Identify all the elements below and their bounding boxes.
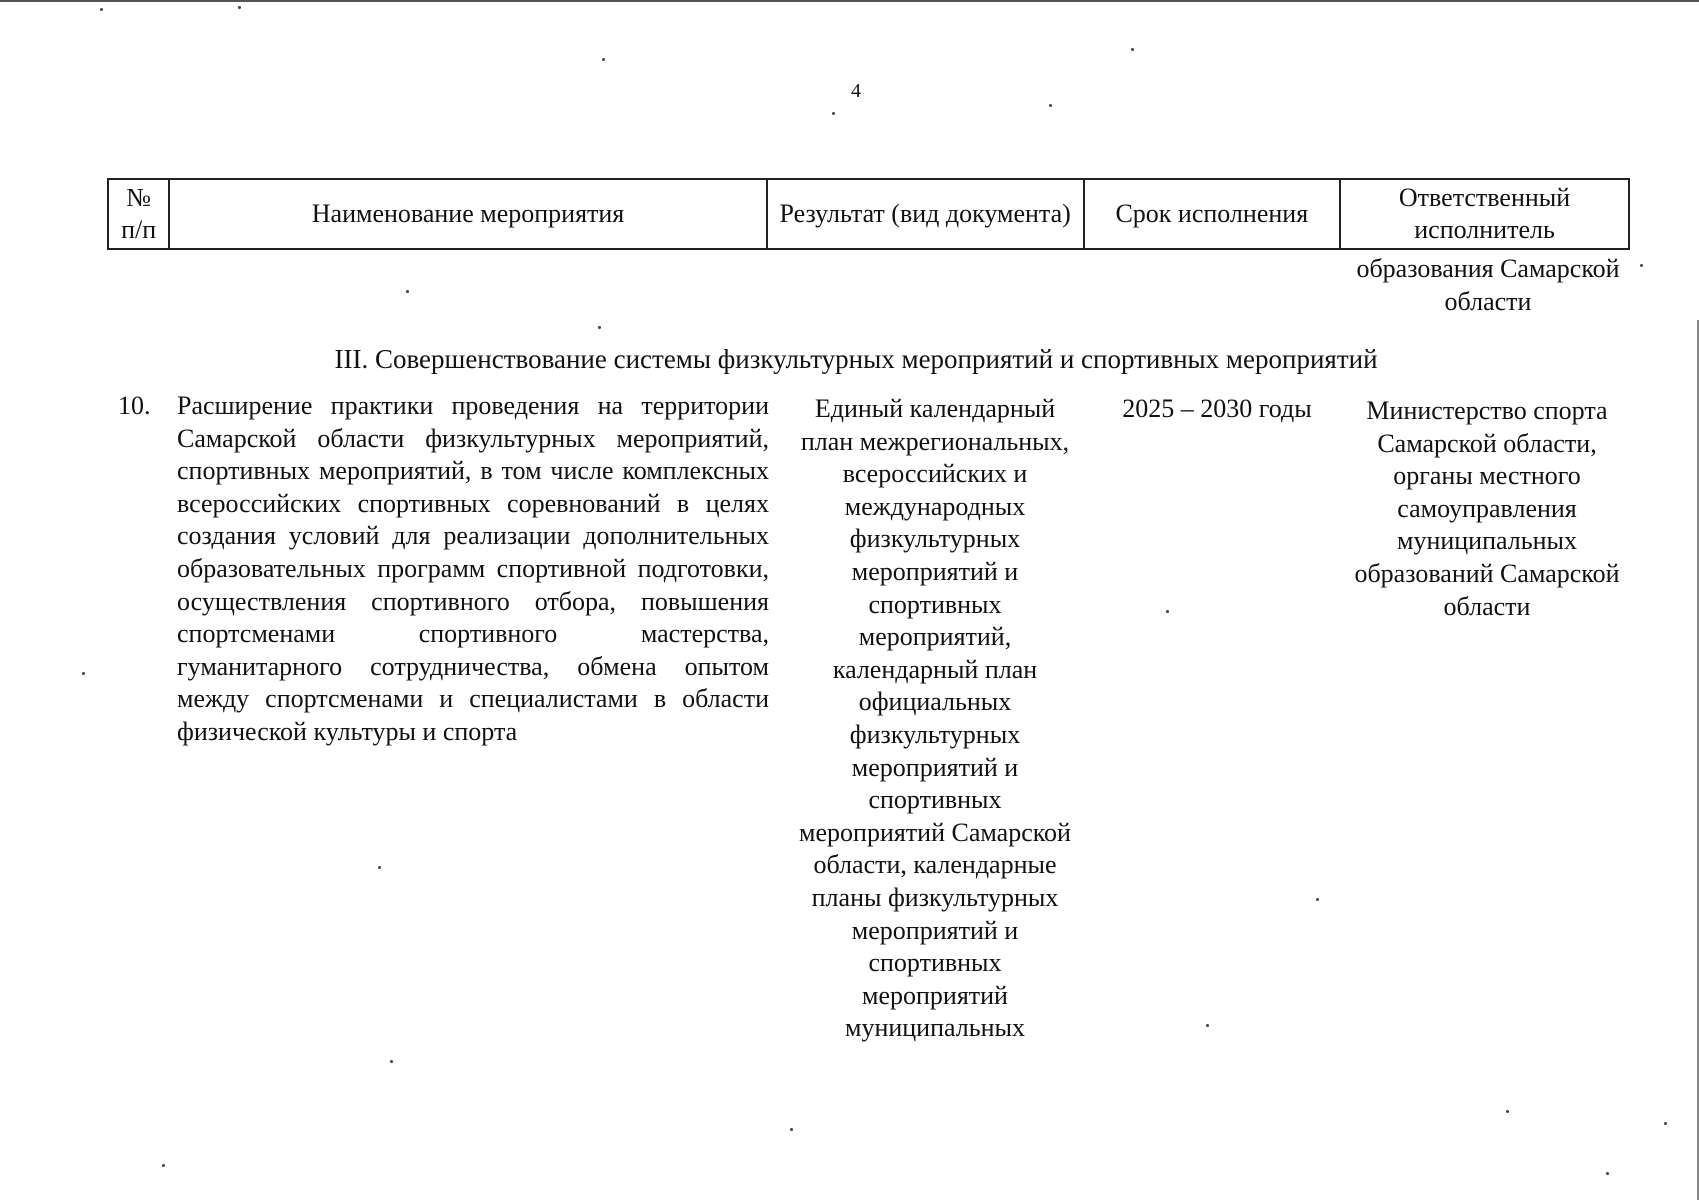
header-responsible: Ответственный исполнитель — [1340, 179, 1629, 249]
scan-speck — [390, 1060, 393, 1063]
continuation-responsible: образования Самарской области — [1356, 254, 1620, 316]
scan-speck — [162, 1164, 165, 1167]
page-top-edge — [0, 0, 1699, 2]
scan-speck — [406, 290, 409, 293]
header-result: Результат (вид документа) — [767, 179, 1084, 249]
scan-speck — [1316, 898, 1319, 901]
scan-speck — [790, 1128, 793, 1131]
row-number: 10. — [118, 391, 151, 420]
scan-speck — [1640, 264, 1643, 267]
table-header-row — [108, 179, 1629, 249]
header-num: № п/п — [108, 179, 169, 249]
scan-speck — [1166, 610, 1169, 613]
page-number: 4 — [851, 80, 861, 102]
scan-speck — [832, 112, 835, 115]
scan-speck — [1664, 1122, 1667, 1125]
scan-speck — [1506, 1110, 1509, 1113]
row-term: 2025 – 2030 годы — [1122, 394, 1312, 423]
scan-speck — [1606, 1172, 1609, 1175]
scan-speck — [100, 8, 103, 11]
section-heading: III. Совершенствование системы физкультурных мероприятий и спортивных мероприятий — [334, 344, 1378, 374]
scan-speck — [82, 672, 85, 675]
scan-speck — [378, 866, 381, 869]
row-result: Единый календарный план межрегиональных, всероссийских и международных физкультурных мероприятий и спортивных мероприятий, календарный план официальных физкультурных мероприятий и спортивных мероприятий Самарской области, календарные планы физкультурных мероприятий и спортивных мероприятий муниципальных — [799, 394, 1071, 1043]
scan-speck — [1131, 48, 1134, 51]
scan-speck — [598, 326, 601, 329]
row-responsible: Министерство спорта Самарской области, органы местного самоуправления муниципальных образований Самарской области — [1354, 396, 1620, 621]
scan-speck — [602, 58, 605, 61]
header-name: Наименование мероприятия — [169, 179, 767, 249]
header-term: Срок исполнения — [1084, 179, 1341, 249]
row-activity-name: Расширение практики проведения на территории Самарской области физкультурных мероприятий, спортивных мероприятий, в том числе комплексных всероссийских спортивных соревнований в целях создания условий для реализации дополнительных образовательных программ спортивной подготовки, осуществления спортивного отбора, повышения спортсменами спортивного мастерства, гуманитарного сотрудничества, обмена опытом между спортсменами и специалистами в области физической культуры и спорта — [177, 391, 769, 746]
scan-speck — [238, 6, 241, 9]
table-header — [107, 178, 1630, 250]
scan-speck — [1206, 1024, 1209, 1027]
scan-speck — [1049, 104, 1052, 107]
